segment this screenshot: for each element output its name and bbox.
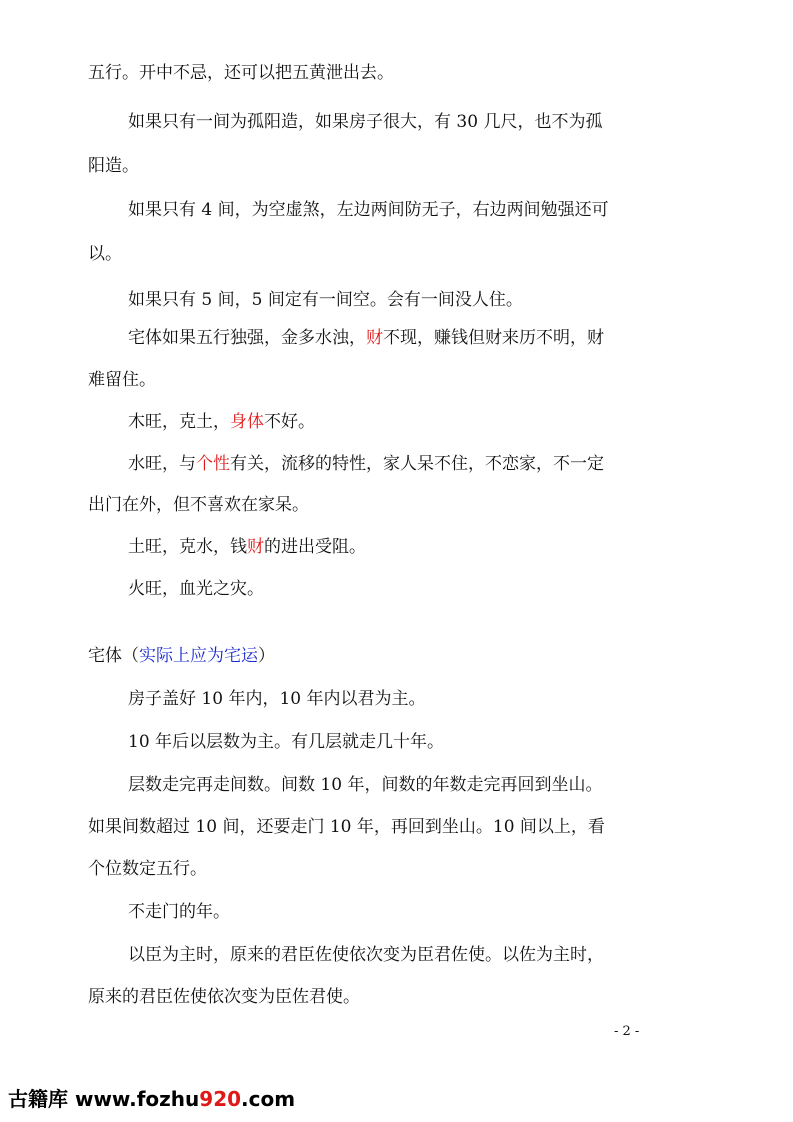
footer-brand-suffix: .com: [241, 1087, 296, 1111]
text-line: 难留住。: [88, 370, 156, 390]
text-line: 五行。开中不忌，还可以把五黄泄出去。: [88, 63, 394, 83]
text-segment: 宅体（: [88, 646, 139, 666]
text-segment: 不好。: [264, 412, 315, 432]
text-line: 如果只有一间为孤阳造，如果房子很大，有 30 几尺，也不为孤: [128, 112, 603, 132]
text-segment: 不现，赚钱但财来历不明，财: [383, 328, 604, 348]
text-segment: 水旺，与: [128, 454, 196, 474]
text-line: 如果间数超过 10 间，还要走门 10 年，再回到坐山。10 间以上，看: [88, 817, 605, 837]
highlight-red: 身体: [230, 412, 264, 432]
text-line: 如果只有 5 间，5 间定有一间空。会有一间没人住。: [128, 290, 523, 310]
text-line: 不走门的年。: [128, 902, 230, 922]
text-segment: 有关，流移的特性，家人呆不住，不恋家，不一定: [230, 454, 604, 474]
footer-watermark: [8, 1086, 295, 1112]
text-line: [128, 536, 366, 558]
text-line: 层数走完再走间数。间数 10 年，间数的年数走完再回到坐山。: [128, 775, 603, 795]
page-number: - 2 -: [614, 1024, 640, 1039]
text-line: 阳造。: [88, 156, 139, 176]
text-line: 出门在外，但不喜欢在家呆。: [88, 495, 309, 515]
text-line: 如果只有 4 间，为空虚煞，左边两间防无子，右边两间勉强还可: [128, 200, 609, 220]
text-segment: 木旺，克土，: [128, 412, 230, 432]
text-segment: ）: [258, 646, 275, 666]
text-segment: 土旺，克水，钱: [128, 537, 247, 557]
highlight-red: 个性: [196, 454, 230, 474]
text-line: 10 年后以层数为主。有几层就走几十年。: [128, 732, 445, 752]
text-line: 以臣为主时，原来的君臣佐使依次变为臣君佐使。以佐为主时，: [128, 945, 604, 965]
highlight-red: 财: [247, 537, 264, 557]
text-segment: 的进出受阻。: [264, 537, 366, 557]
text-line: 火旺，血光之灾。: [128, 579, 264, 599]
text-line: [128, 327, 604, 349]
highlight-blue: 实际上应为宅运: [139, 646, 258, 666]
section-heading: [88, 645, 275, 667]
footer-brand-number: 920: [199, 1087, 242, 1111]
highlight-red: 财: [366, 328, 383, 348]
text-line: 房子盖好 10 年内，10 年内以君为主。: [128, 689, 426, 709]
text-line: 原来的君臣佐使依次变为臣佐君使。: [88, 987, 360, 1007]
text-line: [128, 411, 315, 433]
footer-brand-prefix: 古籍库 www.fozhu: [8, 1087, 200, 1111]
text-line: [128, 453, 604, 475]
text-line: 以。: [88, 244, 122, 264]
text-segment: 宅体如果五行独强，金多水浊，: [128, 328, 366, 348]
text-line: 个位数定五行。: [88, 859, 207, 879]
